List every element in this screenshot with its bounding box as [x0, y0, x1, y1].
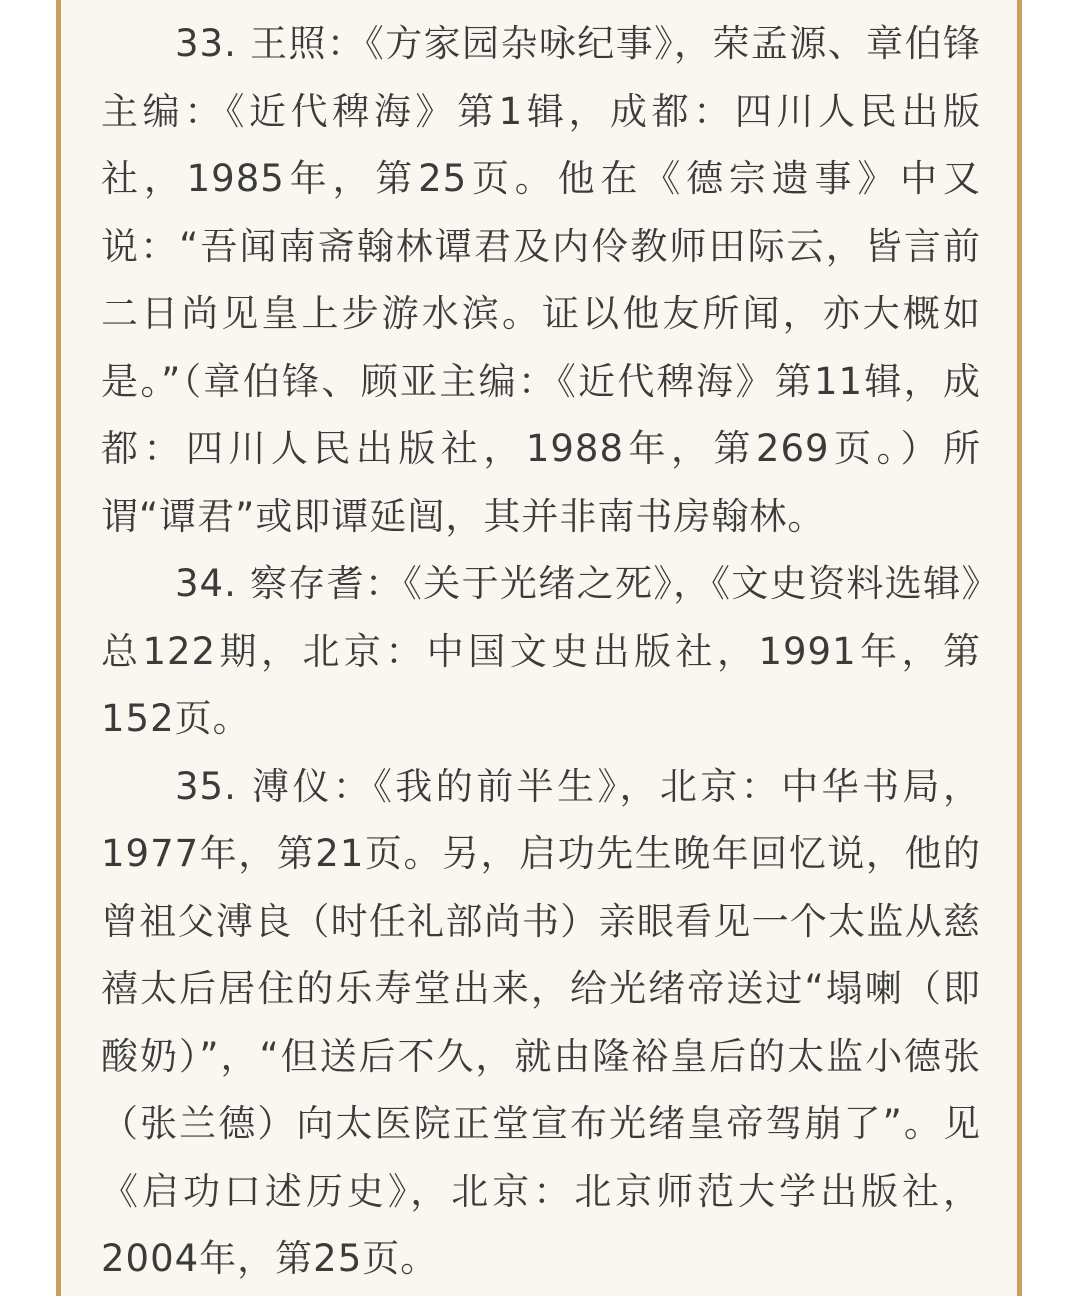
footnote-34: 34. 察存耆：《关于光绪之死》，《文史资料选辑》总122期，北京：中国文史出版社，1991年，第152页。 [101, 562, 981, 740]
footnotes-block [101, 10, 981, 1293]
footnote-35: 35. 溥仪：《我的前半生》，北京：中华书局，1977年，第21页。另，启功先生晚年回忆说，他的曾祖父溥良（时任礼部尚书）亲眼看见一个太监从慈禧太后居住的乐寿堂出来，给光绪帝送过“塌喇（即酸奶）”，“但送后不久，就由隆裕皇后的太监小德张（张兰德）向太医院正堂宣布光绪皇帝驾崩了”。见《启功口述历史》，北京：北京师范大学出版社，2004年，第25页。 [101, 764, 981, 1280]
footnote-33: 33. 王照：《方家园杂咏纪事》，荣孟源、章伯锋主编：《近代稗海》第1辑，成都：四川人民出版社，1985年，第25页。他在《德宗遗事》中又说：“吾闻南斋翰林谭君及内伶教师田际云，皆言前二日尚见皇上步游水滨。证以他友所闻，亦大概如是。”（章伯锋、顾亚主编：《近代稗海》第11辑，成都：四川人民出版社，1988年，第269页。）所谓“谭君”或即谭延闿，其并非南书房翰林。 [101, 22, 981, 538]
